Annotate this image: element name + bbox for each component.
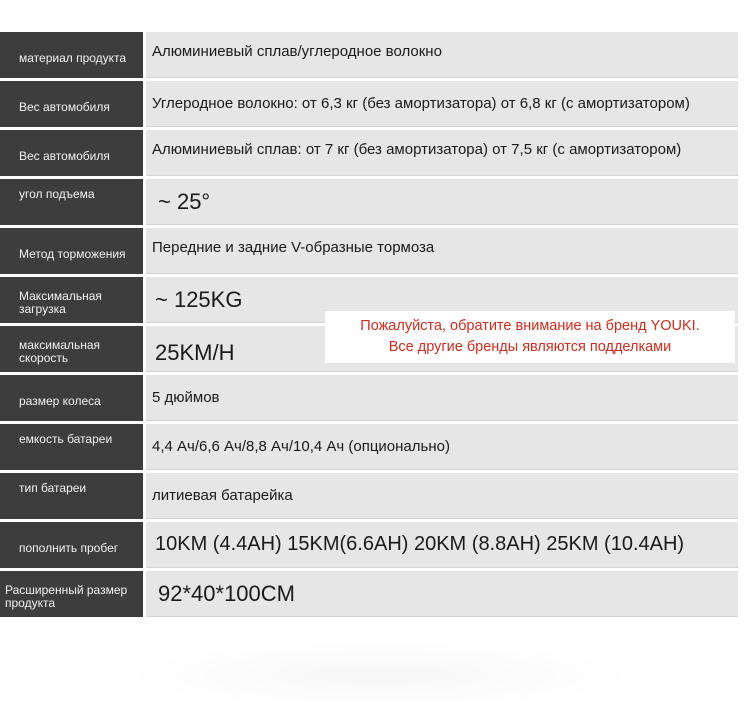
spec-row-battery-capacity: [0, 424, 750, 470]
spec-row-dimensions: [0, 571, 750, 617]
spec-value: Передние и задние V-образные тормоза: [146, 228, 738, 274]
spec-row-wheel-size: [0, 375, 750, 421]
spec-value: ~ 25°: [146, 179, 738, 225]
spec-value: 5 дюймов: [146, 375, 738, 421]
brand-notice-line1: Пожалуйста, обратите внимание на бренд YOUKI.: [360, 318, 700, 334]
spec-row-weight-carbon: [0, 81, 750, 127]
spec-label: материал продукта: [0, 32, 146, 78]
spec-label: угол подъема: [0, 179, 146, 225]
spec-value: 92*40*100CM: [146, 571, 738, 617]
spec-value: Алюминиевый сплав/углеродное волокно: [146, 32, 738, 78]
spec-value: 25KM/H: [146, 326, 738, 372]
spec-row-climb-angle: [0, 179, 750, 225]
spec-value: ~ 125KG: [146, 277, 738, 323]
spec-row-battery-type: [0, 473, 750, 519]
spec-row-weight-alloy: [0, 130, 750, 176]
spec-row-range: [0, 522, 750, 568]
spec-label: Вес автомобиля: [0, 81, 146, 127]
brand-notice: [325, 311, 735, 363]
spec-value: Алюминиевый сплав: от 7 кг (без амортизатора) от 7,5 кг (с амортизатором): [146, 130, 738, 176]
spec-label: Максимальная загрузка: [0, 277, 146, 323]
spec-row-brakes: [0, 228, 750, 274]
spec-label: Расширенный размер продукта: [0, 571, 146, 617]
spec-value: Углеродное волокно: от 6,3 кг (без амортизатора) от 6,8 кг (с амортизатором): [146, 81, 738, 127]
spec-value: 10KM (4.4AH) 15KM(6.6AH) 20KM (8.8AH) 25KM (10.4AH): [146, 522, 738, 568]
spec-value: 4,4 Ач/6,6 Ач/8,8 Ач/10,4 Ач (опционально): [146, 424, 738, 470]
spec-value: литиевая батарейка: [146, 473, 738, 519]
spec-label: тип батареи: [0, 473, 146, 519]
spec-label: емкость батареи: [0, 424, 146, 470]
spec-label: Вес автомобиля: [0, 130, 146, 176]
bottom-shadow: [120, 640, 640, 710]
spec-label: максимальная скорость: [0, 326, 146, 372]
spec-label: Метод торможения: [0, 228, 146, 274]
spec-label: пополнить пробег: [0, 522, 146, 568]
spec-label: размер колеса: [0, 375, 146, 421]
brand-notice-line2: Все другие бренды являются подделками: [388, 339, 672, 355]
spec-row-material: [0, 32, 750, 78]
